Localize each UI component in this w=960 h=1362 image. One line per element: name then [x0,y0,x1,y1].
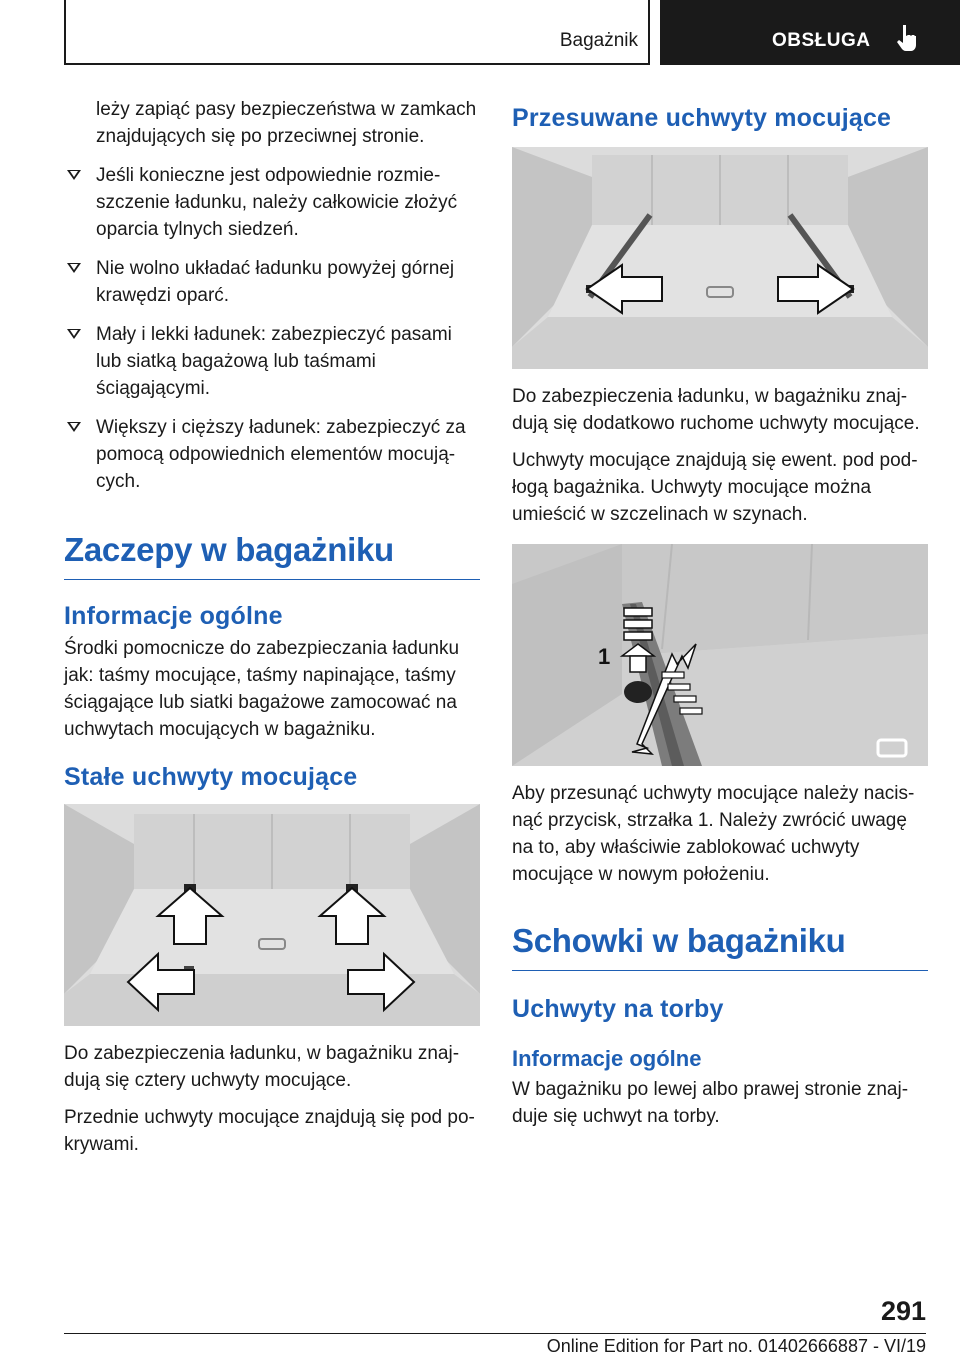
bullet-text: Jeśli konieczne jest odpowiednie rozmie- szczenie ładunku, należy całkowicie złożyć oparcia tylnych siedzeń. [96,165,458,240]
triangle-bullet-icon [67,329,81,339]
triangle-bullet-icon [67,263,81,273]
trunk-photo-sliding-rails [512,147,928,369]
list-item [64,321,480,402]
header-rule [64,63,650,65]
pointing-hand-icon [896,24,918,57]
callout-label-1: 1 [598,644,611,669]
bags-paragraph: W bagażniku po lewej albo prawej stronie znaj- duje się uchwyt na torby. [512,1079,909,1127]
continued-bullet-text: leży zapiąć pasy bezpieczeństwa w zamkach znajdujących się po przeciwnej stronie. [96,99,477,147]
subsection-title-informacje: Informacje ogólne [64,602,283,630]
triangle-bullet-icon [67,422,81,432]
fixed-anchors-paragraph-1: Do zabezpieczenia ładunku, w bagażniku znaj- dują się cztery uchwyty mocujące. [64,1043,460,1091]
sliding-paragraph-3: Aby przesunąć uchwyty mocujące należy nacis- nąć przycisk, strzałka 1. Należy zwrócić uwagę na to, aby właściwie zablokować uchwyty mocujące w nowym położeniu. [512,783,915,885]
trunk-photo-fixed-anchors [64,804,480,1026]
bullet-text: Nie wolno układać ładunku powyżej górnej krawędzi oparć. [96,258,455,306]
bullet-list [64,162,480,495]
list-item [64,255,480,309]
fixed-anchors-paragraph-2: Przednie uchwyty mocujące znajdują się pod po- krywami. [64,1107,475,1155]
triangle-bullet-icon [67,170,81,180]
list-item [64,414,480,495]
footer-rule [64,1333,926,1334]
subsection-title-przesuwane: Przesuwane uchwyty mocujące [512,104,892,132]
subsection-title-stale: Stałe uchwyty mocujące [64,763,358,791]
sliding-paragraph-2: Uchwyty mocujące znajdują się ewent. pod pod- łogą bagażnika. Uchwyty mocujące można umieścić w szczelinach w szynach. [512,450,918,525]
right-column [512,96,928,1140]
header-divider [648,0,650,65]
header-chapter-tab[interactable] [660,0,960,65]
sliding-paragraph-1: Do zabezpieczenia ładunku, w bagażniku znaj- dują się dodatkowo ruchome uchwyty mocujące. [512,386,920,434]
header-left-rule [64,0,66,65]
info-paragraph: Środki pomocnicze do zabezpieczania ładunku jak: taśmy mocujące, taśmy napinające, taśmy ściągające lub siatki bagażowe zamocować na uchwytach mocujących w bagażniku. [64,638,460,740]
page-number: 291 [880,1296,926,1326]
list-item [64,162,480,243]
bullet-text: Mały i lekki ładunek: zabezpieczyć pasami lub siatką bagażową lub taśmami ściągającymi. [96,324,452,399]
header-chapter-label: OBSŁUGA [772,30,871,51]
section-title-zaczepy: Zaczepy w bagażniku [64,531,480,580]
subsubsection-title-informacje: Informacje ogólne [512,1046,702,1071]
bullet-text: Większy i cięższy ładunek: zabezpieczyć za pomocą odpowiednich elementów mocują- cych. [96,417,466,492]
rail-anchor-closeup-photo [512,544,928,766]
footer-edition: Online Edition for Part no. 01402666887 - VI/19 [546,1336,926,1356]
section-title-schowki: Schowki w bagażniku [512,922,928,971]
subsection-title-uchwyty-na-torby: Uchwyty na torby [512,995,724,1023]
header-section-title: Bagażnik [559,30,638,51]
left-column [64,96,480,1168]
